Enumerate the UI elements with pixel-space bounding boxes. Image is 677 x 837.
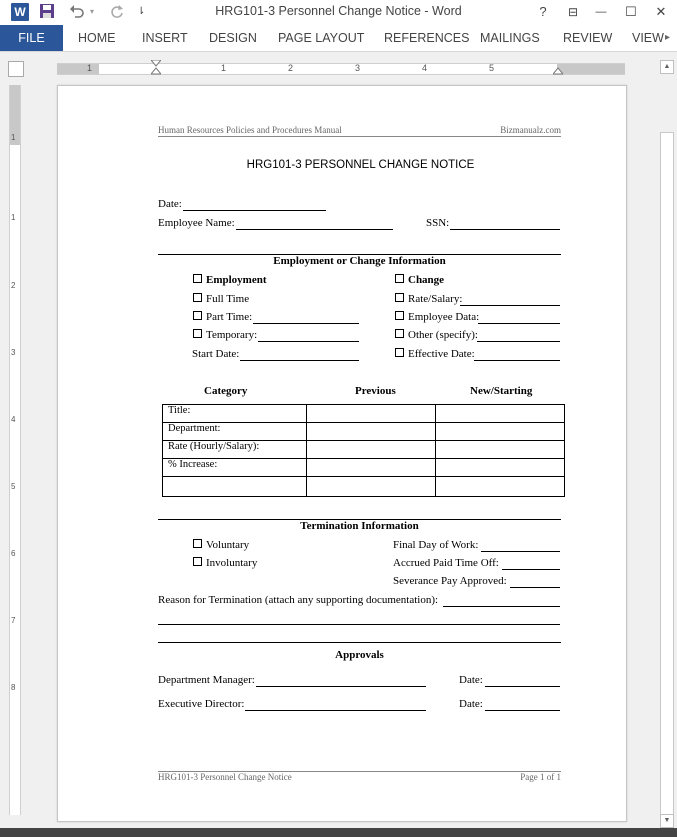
section-title-employment: Employment or Change Information <box>273 255 446 267</box>
ruler-number: 4 <box>422 63 428 73</box>
undo-dropdown-icon[interactable]: ▾ <box>90 7 95 16</box>
table-cell[interactable] <box>307 441 436 459</box>
document-page[interactable] <box>57 85 627 822</box>
effective-date-field[interactable] <box>474 360 560 361</box>
table-cell[interactable] <box>436 459 565 477</box>
severance-field[interactable] <box>510 587 560 588</box>
checkbox[interactable] <box>395 274 404 283</box>
vertical-ruler[interactable] <box>9 85 21 815</box>
tab-references[interactable]: REFERENCES <box>384 31 470 45</box>
table-header-category: Category <box>204 385 248 397</box>
tabs-scroll-right-icon[interactable]: ▸ <box>665 32 671 43</box>
employment-heading[interactable]: Employment <box>193 274 267 286</box>
tab-selector[interactable] <box>8 61 24 77</box>
section-title-approvals: Approvals <box>335 649 384 661</box>
ruler-number: 7 <box>11 616 16 625</box>
tab-mailings[interactable]: MAILINGS <box>480 31 540 45</box>
checkbox[interactable] <box>193 274 202 283</box>
footer-page-number: Page 1 of 1 <box>520 772 561 782</box>
window-title: HRG101-3 Personnel Change Notice - Word <box>215 4 462 18</box>
ruler-number: 1 <box>11 213 16 222</box>
part-time-field[interactable] <box>253 323 359 324</box>
severance-label: Severance Pay Approved: <box>393 575 507 587</box>
exec-director-field[interactable] <box>245 710 426 711</box>
dept-manager-label: Department Manager: <box>158 674 255 686</box>
reason-field[interactable] <box>443 606 560 607</box>
ribbon-display-options-button[interactable]: ⊟ <box>567 5 579 19</box>
tab-review[interactable]: REVIEW <box>563 31 613 45</box>
dept-manager-field[interactable] <box>256 686 426 687</box>
section-divider <box>158 642 561 643</box>
word-app-icon[interactable]: W <box>11 3 29 21</box>
close-button[interactable]: ✕ <box>655 4 667 19</box>
table-cell[interactable] <box>307 405 436 423</box>
checkbox[interactable] <box>395 329 404 338</box>
checkbox-effective-date[interactable]: Effective Date: <box>395 348 475 360</box>
status-bar <box>0 828 677 837</box>
checkbox-employee-data[interactable]: Employee Data: <box>395 311 479 323</box>
change-heading[interactable]: Change <box>395 274 444 286</box>
checkbox[interactable] <box>395 348 404 357</box>
tab-design[interactable]: DESIGN <box>209 31 257 45</box>
footer-left-text: HRG101-3 Personnel Change Notice <box>158 772 292 782</box>
minimize-button[interactable]: — <box>595 6 607 18</box>
start-date-field[interactable] <box>240 360 359 361</box>
temporary-field[interactable] <box>258 341 359 342</box>
ruler-number: 1 <box>87 63 93 73</box>
table-row <box>163 441 565 459</box>
table-cell[interactable] <box>307 423 436 441</box>
other-field[interactable] <box>477 341 560 342</box>
checkbox[interactable] <box>193 557 202 566</box>
header-right-text: Bizmanualz.com <box>500 125 561 135</box>
checkbox-full-time[interactable]: Full Time <box>193 293 249 305</box>
date-field[interactable] <box>183 210 326 211</box>
ruler-number: 2 <box>11 281 16 290</box>
table-cell[interactable] <box>436 441 565 459</box>
table-cell-label: Department: <box>163 423 307 441</box>
table-cell[interactable] <box>307 459 436 477</box>
employee-name-field[interactable] <box>236 229 393 230</box>
ruler-number: 3 <box>355 63 361 73</box>
ssn-label: SSN: <box>426 217 450 229</box>
table-header-previous: Previous <box>355 385 396 397</box>
checkbox[interactable] <box>193 311 202 320</box>
table-row <box>163 459 565 477</box>
scroll-up-icon[interactable]: ▲ <box>660 60 674 74</box>
section-title-termination: Termination Information <box>300 520 419 532</box>
tab-file[interactable]: FILE <box>0 25 63 51</box>
table-cell-label: Title: <box>163 405 307 423</box>
ruler-number: 5 <box>489 63 495 73</box>
table-row <box>163 477 565 497</box>
table-row <box>163 423 565 441</box>
checkbox[interactable] <box>193 329 202 338</box>
ruler-number: 6 <box>11 549 16 558</box>
checkbox-temporary[interactable]: Temporary: <box>193 329 257 341</box>
header-left-text: Human Resources Policies and Procedures Manual <box>158 125 342 135</box>
scrollbar-thumb[interactable] <box>660 132 674 834</box>
employee-data-field[interactable] <box>478 323 560 324</box>
tab-home[interactable]: HOME <box>78 31 116 45</box>
customize-toolbar-icon[interactable]: ⇂ <box>137 6 146 17</box>
tab-insert[interactable]: INSERT <box>142 31 188 45</box>
exec-director-date-label: Date: <box>459 698 483 710</box>
checkbox-part-time[interactable]: Part Time: <box>193 311 252 323</box>
maximize-button[interactable]: ☐ <box>625 4 637 19</box>
table-cell[interactable] <box>436 423 565 441</box>
table-cell-label: Rate (Hourly/Salary): <box>163 441 307 459</box>
date-label: Date: <box>158 198 182 210</box>
exec-director-date-field[interactable] <box>485 710 560 711</box>
checkbox[interactable] <box>395 311 404 320</box>
start-date-label: Start Date: <box>192 348 240 360</box>
dept-manager-date-label: Date: <box>459 674 483 686</box>
ruler-number: 3 <box>11 348 16 357</box>
final-day-field[interactable] <box>481 551 560 552</box>
ruler-number: 1 <box>11 133 16 142</box>
document-title: HRG101-3 PERSONNEL CHANGE NOTICE <box>246 159 475 171</box>
header-divider <box>158 136 561 137</box>
reason-label: Reason for Termination (attach any supporting documentation): <box>158 594 439 606</box>
accrued-pto-field[interactable] <box>502 569 560 570</box>
tab-view[interactable]: VIEW <box>632 31 664 45</box>
checkbox[interactable] <box>395 293 404 302</box>
employee-name-label: Employee Name: <box>158 217 235 229</box>
help-button[interactable]: ? <box>539 4 547 19</box>
ruler-number: 4 <box>11 415 16 424</box>
checkbox-involuntary[interactable]: Involuntary <box>193 557 257 569</box>
horizontal-ruler[interactable] <box>57 63 625 75</box>
checkbox-voluntary[interactable]: Voluntary <box>193 539 249 551</box>
table-cell-label: % Increase: <box>163 459 307 477</box>
accrued-pto-label: Accrued Paid Time Off: <box>393 557 499 569</box>
exec-director-label: Executive Director: <box>158 698 245 710</box>
ruler-number: 1 <box>221 63 227 73</box>
right-indent-marker-icon[interactable] <box>553 66 563 76</box>
indent-marker-icon[interactable] <box>151 60 161 80</box>
rate-salary-field[interactable] <box>460 305 560 306</box>
ribbon-tabs <box>0 25 677 52</box>
table-cell-label <box>163 477 307 497</box>
checkbox-rate-salary[interactable]: Rate/Salary: <box>395 293 462 305</box>
ruler-number: 5 <box>11 482 16 491</box>
dept-manager-date-field[interactable] <box>485 686 560 687</box>
ruler-number: 8 <box>11 683 16 692</box>
table-cell[interactable] <box>436 405 565 423</box>
scroll-down-icon[interactable]: ▼ <box>660 814 674 828</box>
final-day-label: Final Day of Work: <box>393 539 479 551</box>
title-bar <box>0 0 677 26</box>
checkbox[interactable] <box>193 539 202 548</box>
table-header-new-starting: New/Starting <box>470 385 533 397</box>
table-row <box>163 405 565 423</box>
vertical-scrollbar[interactable] <box>659 58 673 828</box>
tab-page-layout[interactable]: PAGE LAYOUT <box>278 31 365 45</box>
checkbox-other[interactable]: Other (specify): <box>395 329 478 341</box>
ssn-field[interactable] <box>450 229 560 230</box>
table-cell[interactable] <box>307 477 436 497</box>
table-cell[interactable] <box>436 477 565 497</box>
reason-field-line[interactable] <box>158 624 560 625</box>
ruler-number: 2 <box>288 63 294 73</box>
change-table <box>162 404 565 497</box>
checkbox[interactable] <box>193 293 202 302</box>
